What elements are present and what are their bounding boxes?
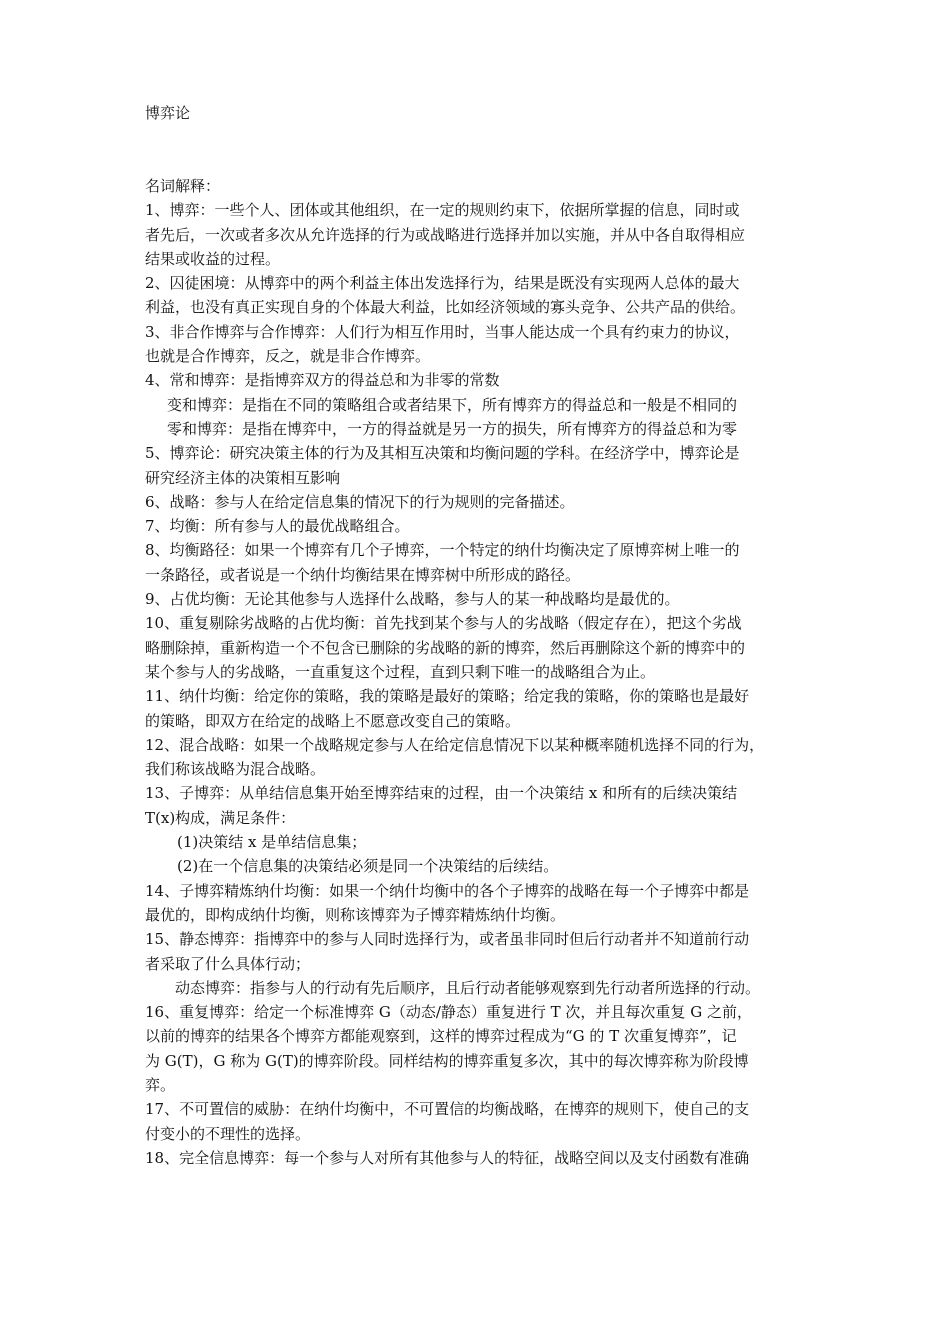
text-line: 6、战略：参与人在给定信息集的情况下的行为规则的完备描述。 <box>145 492 575 511</box>
text-line: 10、重复剔除劣战略的占优均衡：首先找到某个参与人的劣战略（假定存在），把这个劣战 <box>145 614 742 633</box>
section-heading: 名词解释： <box>145 177 221 195</box>
text-line: 我们称该战略为混合战略。 <box>145 760 326 779</box>
text-line: 17、不可置信的威胁：在纳什均衡中，不可置信的均衡战略，在博弈的规则下，使自己的支 <box>145 1100 750 1119</box>
text-line: 结果或收益的过程。 <box>145 249 281 268</box>
text-line: (2)在一个信息集的决策结必须是同一个决策结的后续结。 <box>177 857 559 876</box>
text-line: 零和博弈：是指在博弈中，一方的得益就是另一方的损失，所有博弈方的得益总和为零 <box>167 419 738 438</box>
text-line: 15、静态博弈：指博弈中的参与人同时选择行为，或者虽非同时但后行动者并不知道前行动 <box>145 930 750 949</box>
text-line: 利益，也没有真正实现自身的个体最大利益，比如经济领域的寡头竞争、公共产品的供给。 <box>145 298 746 317</box>
text-line: 13、子博弈：从单结信息集开始至博弈结束的过程，由一个决策结 x 和所有的后续决策结 <box>145 784 738 803</box>
text-line: 3、非合作博弈与合作博弈：人们行为相互作用时，当事人能达成一个具有约束力的协议， <box>145 322 740 341</box>
text-line: 以前的博弈的结果各个博弈方都能观察到，这样的博弈过程成为“G 的 T 次重复博弈”，记 <box>145 1027 737 1046</box>
text-line: 7、均衡：所有参与人的最优战略组合。 <box>145 517 410 536</box>
text-line: 12、混合战略：如果一个战略规定参与人在给定信息情况下以某种概率随机选择不同的行为， <box>145 735 765 754</box>
text-line: 动态博弈：指参与人的行动有先后顺序，且后行动者能够观察到先行动者所选择的行动。 <box>175 978 761 997</box>
text-line: 5、博弈论：研究决策主体的行为及其相互决策和均衡问题的学科。在经济学中，博弈论是 <box>145 444 740 463</box>
text-line: 14、子博弈精炼纳什均衡：如果一个纳什均衡中的各个子博弈的战略在每一个子博弈中都是 <box>145 881 750 900</box>
text-line: 16、重复博弈：给定一个标准博弈 G（动态/静态）重复进行 T 次，并且每次重复 G 之前， <box>145 1003 752 1022</box>
text-line: 变和博弈：是指在不同的策略组合或者结果下，所有博弈方的得益总和一般是不相同的 <box>167 395 738 414</box>
text-line: 11、纳什均衡：给定你的策略，我的策略是最好的策略；给定我的策略，你的策略也是最好 <box>145 687 750 706</box>
text-line: 8、均衡路径：如果一个博弈有几个子博弈，一个特定的纳什均衡决定了原博弈树上唯一的 <box>145 541 740 560</box>
text-line: 最优的，即构成纳什均衡，则称该博弈为子博弈精炼纳什均衡。 <box>145 905 566 924</box>
text-line: 某个参与人的劣战略，一直重复这个过程，直到只剩下唯一的战略组合为止。 <box>145 662 656 681</box>
text-line: 也就是合作博弈，反之，就是非合作博弈。 <box>145 347 431 366</box>
text-line: 4、常和博弈：是指博弈双方的得益总和为非零的常数 <box>145 371 500 390</box>
text-line: 1、博弈：一些个人、团体或其他组织，在一定的规则约束下，依据所掌握的信息，同时或 <box>145 201 740 220</box>
text-line: 的策略，即双方在给定的战略上不愿意改变自己的策略。 <box>145 711 521 730</box>
text-line: (1)决策结 x 是单结信息集； <box>177 833 367 852</box>
text-line: 9、占优均衡：无论其他参与人选择什么战略，参与人的某一种战略均是最优的。 <box>145 590 680 609</box>
text-line: 为 G(T)，G 称为 G(T)的博弈阶段。同样结构的博弈重复多次，其中的每次博弈称为阶段博 <box>145 1051 749 1070</box>
text-line: 付变小的不理性的选择。 <box>145 1124 311 1143</box>
text-line: 研究经济主体的决策相互影响 <box>145 468 341 487</box>
text-line: 弈。 <box>145 1075 176 1094</box>
text-line: 者采取了什么具体行动； <box>145 954 311 973</box>
document-body <box>145 174 825 1170</box>
text-line: 者先后，一次或者多次从允许选择的行为或战略进行选择并加以实施，并从中各自取得相应 <box>145 225 746 244</box>
document-title: 博弈论 <box>145 104 191 122</box>
text-line: 一条路径，或者说是一个纳什均衡结果在博弈树中所形成的路径。 <box>145 565 581 584</box>
text-line: 2、囚徒困境：从博弈中的两个利益主体出发选择行为，结果是既没有实现两人总体的最大 <box>145 274 740 293</box>
text-line: 18、完全信息博弈：每一个参与人对所有其他参与人的特征，战略空间以及支付函数有准确 <box>145 1148 750 1167</box>
text-line: 略删除掉，重新构造一个不包含已删除的劣战略的新的博弈，然后再删除这个新的博弈中的 <box>145 638 746 657</box>
text-line: T(x)构成，满足条件： <box>145 808 296 827</box>
